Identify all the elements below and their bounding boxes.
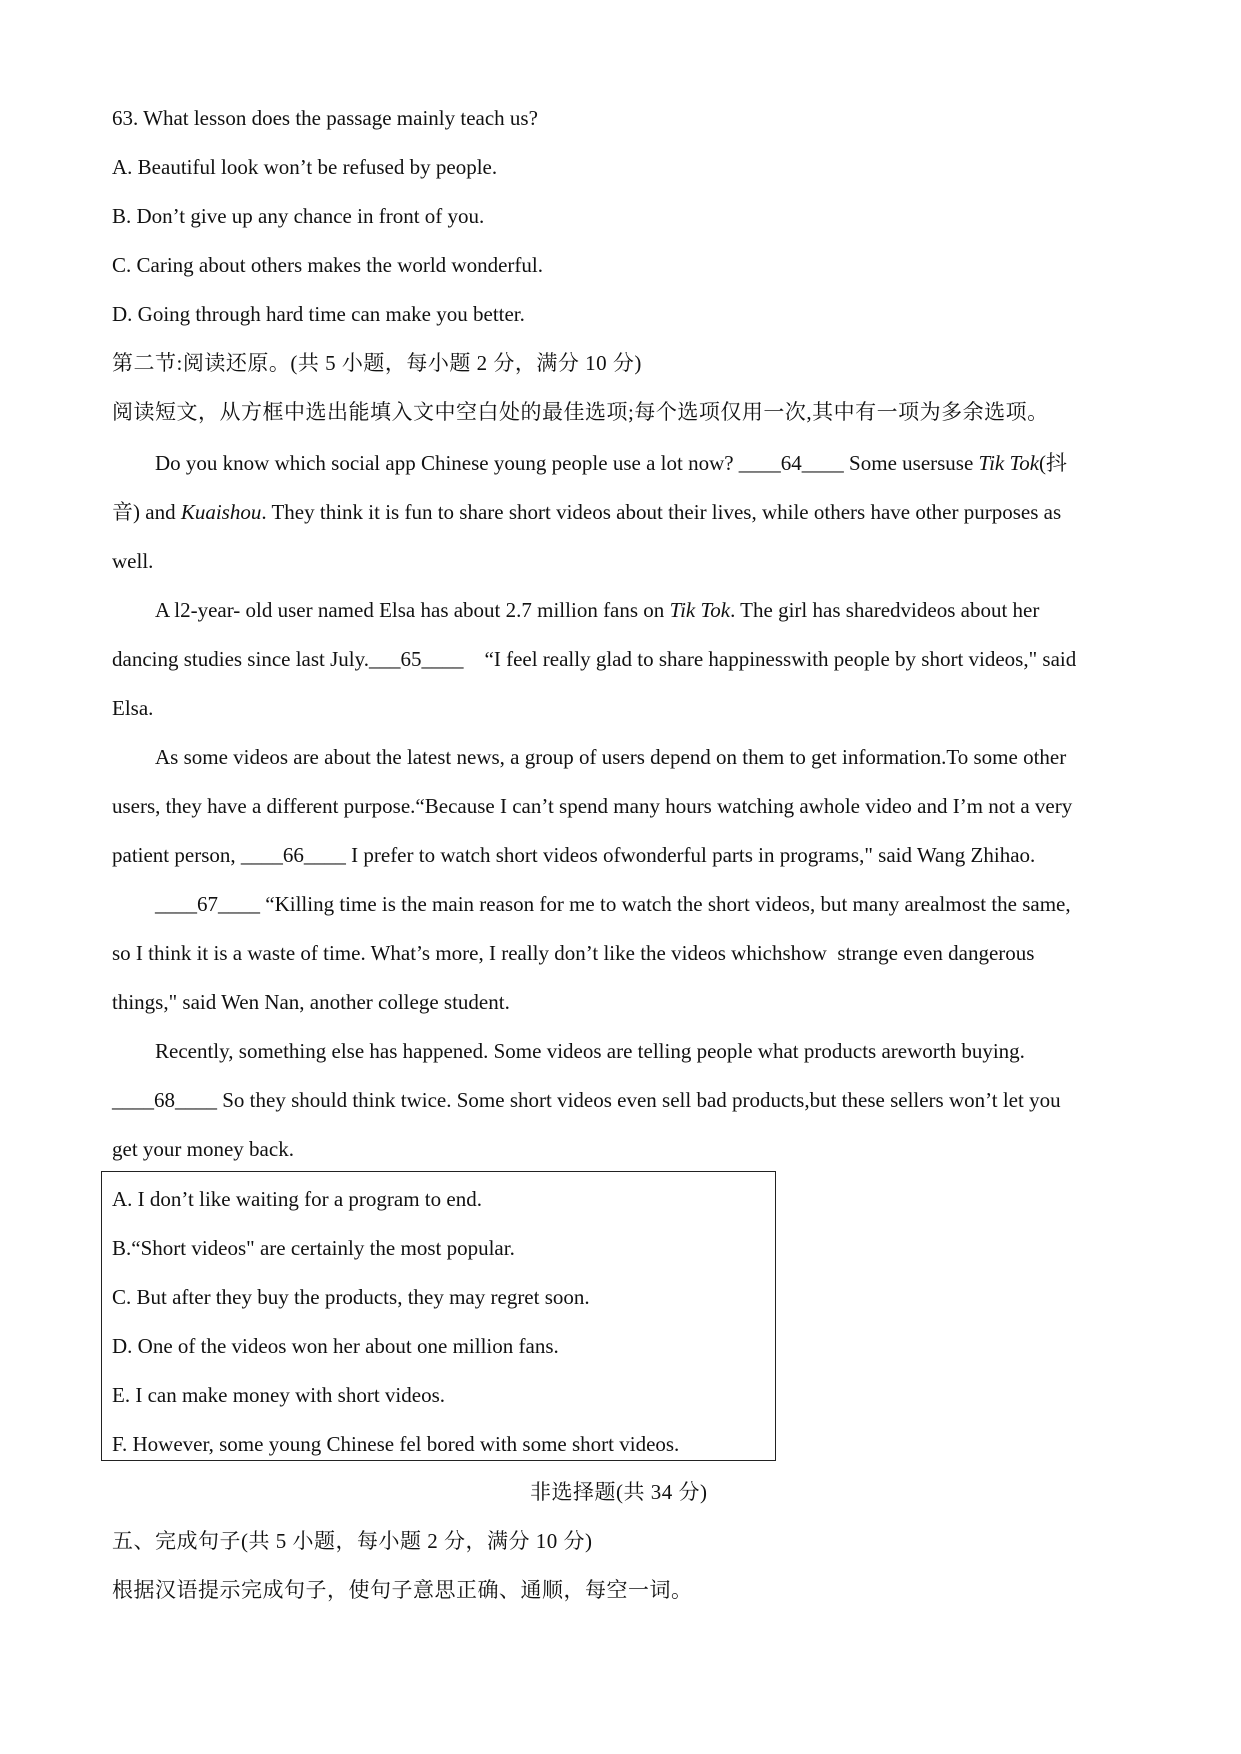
passage-p3-line1: As some videos are about the latest news, a group of users depend on them to get information.To some other	[155, 745, 1067, 769]
nonchoice-header: 非选择题(共 34 分)	[530, 1480, 708, 1504]
passage-p4-line2: so I think it is a waste of time. What’s more, I really don’t like the videos whichshow strange even dangerous	[112, 941, 1035, 965]
passage-p5-line3: get your money back.	[112, 1137, 294, 1161]
passage-p1-line1: Do you know which social app Chinese young people use a lot now? ____64____ Some usersuse Tik Tok(抖	[155, 451, 1068, 475]
section-2-title: 第二节:阅读还原。(共 5 小题，每小题 2 分，满分 10 分)	[112, 351, 642, 375]
section-5-instruction: 根据汉语提示完成句子，使句子意思正确、通顺，每空一词。	[112, 1578, 693, 1602]
app-name-kuaishou: Kuaishou	[180, 500, 262, 524]
passage-p1-line2: 音) and Kuaishou. They think it is fun to share short videos about their lives, while others have other purposes as	[112, 500, 1062, 524]
section-5-title: 五、完成句子(共 5 小题，每小题 2 分，满分 10 分)	[112, 1529, 593, 1553]
box-option-f: F. However, some young Chinese fel bored with some short videos.	[112, 1432, 680, 1456]
passage-p5-line1: Recently, something else has happened. Some videos are telling people what products areworth buying.	[155, 1039, 1025, 1063]
passage-p1-line3: well.	[112, 549, 154, 573]
question-63-option-b: B. Don’t give up any chance in front of you.	[112, 204, 485, 228]
passage-p2-line2: dancing studies since last July.___65____ “I feel really glad to share happinesswith people by short videos," said	[112, 647, 1077, 671]
section-2-instruction: 阅读短文，从方框中选出能填入文中空白处的最佳选项;每个选项仅用一次,其中有一项为多余选项。	[112, 400, 1049, 424]
passage-p2-line3: Elsa.	[112, 696, 154, 720]
passage-p4-line1: ____67____ “Killing time is the main reason for me to watch the short videos, but many arealmost the same,	[155, 892, 1071, 916]
passage-p3-line3: patient person, ____66____ I prefer to watch short videos ofwonderful parts in programs," said Wang Zhihao.	[112, 843, 1036, 867]
options-box	[101, 1171, 776, 1461]
passage-p4-line3: things," said Wen Nan, another college student.	[112, 990, 510, 1014]
question-63-option-d: D. Going through hard time can make you better.	[112, 302, 525, 326]
passage-p2-line1: A l2-year- old user named Elsa has about 2.7 million fans on Tik Tok. The girl has sharedvideos about her	[155, 598, 1040, 622]
question-63-stem: 63. What lesson does the passage mainly teach us?	[112, 106, 538, 130]
box-option-c: C. But after they buy the products, they may regret soon.	[112, 1285, 590, 1309]
question-63-option-c: C. Caring about others makes the world wonderful.	[112, 253, 543, 277]
box-option-e: E. I can make money with short videos.	[112, 1383, 446, 1407]
app-name-tiktok: Tik Tok	[669, 598, 731, 622]
box-option-d: D. One of the videos won her about one million fans.	[112, 1334, 559, 1358]
passage-p3-line2: users, they have a different purpose.“Because I can’t spend many hours watching awhole video and I’m not a very	[112, 794, 1073, 818]
box-option-b: B.“Short videos" are certainly the most popular.	[112, 1236, 515, 1260]
app-name-tiktok: Tik Tok	[978, 451, 1040, 475]
passage-p5-line2: ____68____ So they should think twice. Some short videos even sell bad products,but these sellers won’t let you	[112, 1088, 1061, 1112]
question-63-option-a: A. Beautiful look won’t be refused by people.	[112, 155, 498, 179]
box-option-a: A. I don’t like waiting for a program to end.	[112, 1187, 482, 1211]
